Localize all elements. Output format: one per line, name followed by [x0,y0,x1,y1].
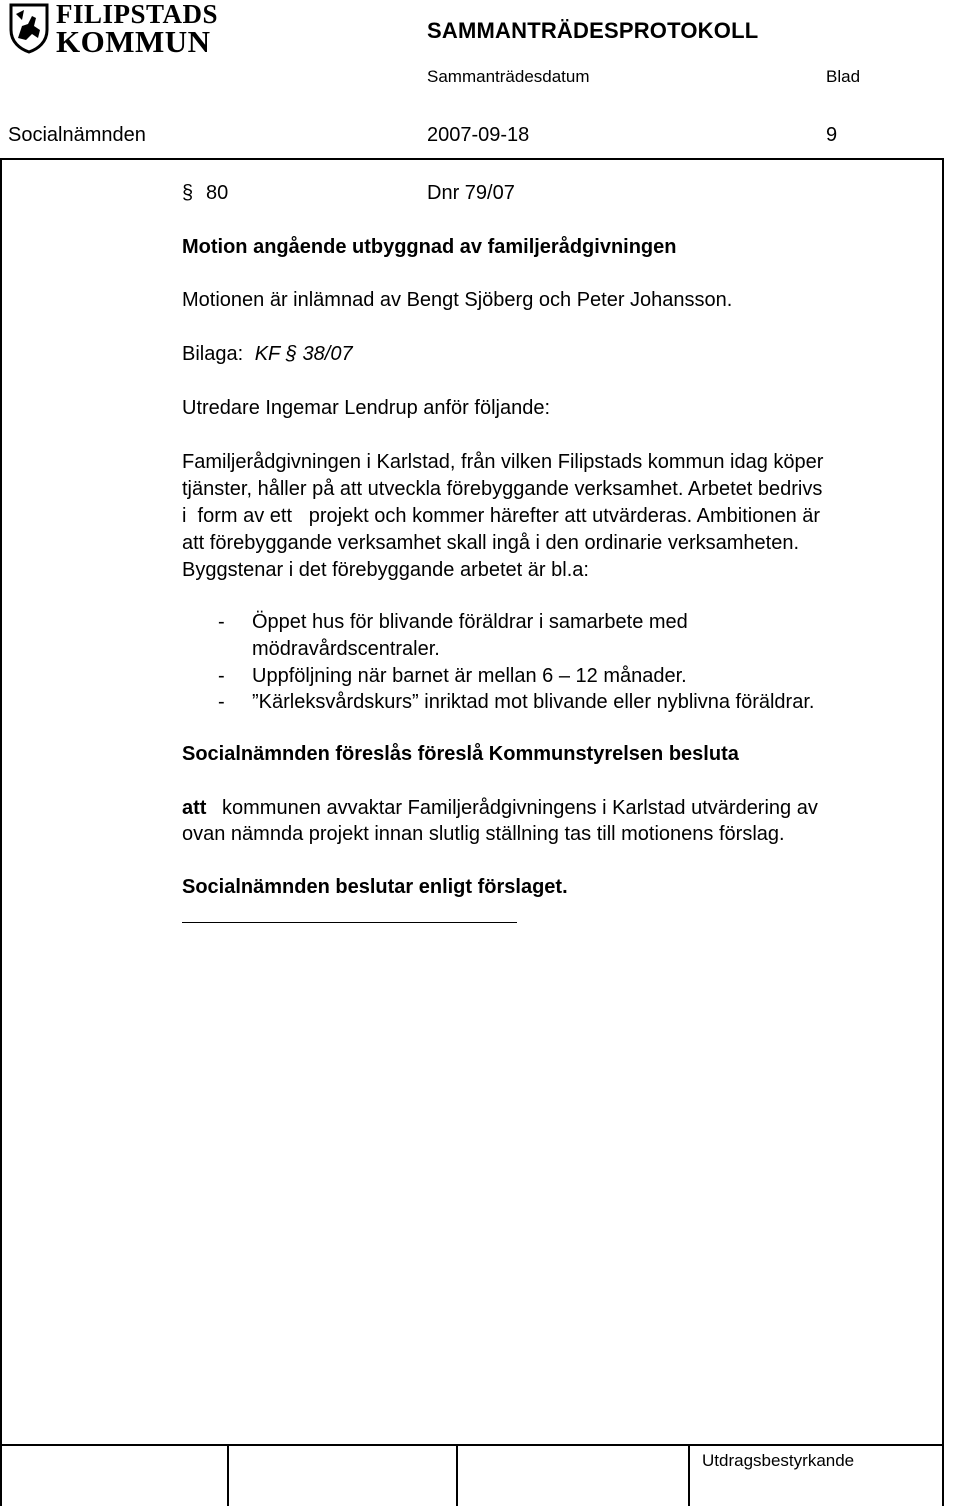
paragraph-line: i form av ett projekt och kommer härefter att utvärderas. Ambitionen är [182,505,821,527]
frame-top-rule [0,158,944,160]
bullet-text: mödravårdscentraler. [252,638,440,660]
meeting-date: 2007-09-18 [427,124,530,146]
page-label: Blad [826,67,861,86]
dnr: Dnr 79/07 [427,182,515,204]
decision-line: ovan nämnda projekt innan slutlig ställning tas till motionens förslag. [182,823,785,845]
paragraph-line: Byggstenar i det förebyggande arbetet är bl.a: [182,559,589,581]
paragraph-line: tjänster, håller på att utveckla förebyggande verksamhet. Arbetet bedrivs [182,478,823,500]
bullet-dash: - [218,665,225,687]
footer-cell-divider [688,1444,690,1506]
bullet-dash: - [218,611,225,633]
attachment-line [182,343,353,366]
decision-line: kommunen avvaktar Familjerådgivningens i Karlstad utvärdering av [222,797,818,819]
body-name: Socialnämnden [8,124,146,146]
submitted-by: Motionen är inlämnad av Bengt Sjöberg och Peter Johansson. [182,289,733,311]
section-symbol: § [182,182,194,204]
investigator-line: Utredare Ingemar Lendrup anför följande: [182,397,551,419]
logo-line-2: KOMMUN [56,24,211,59]
item-title: Motion angående utbyggnad av familjerådgivningen [182,236,677,258]
meeting-date-label: Sammanträdesdatum [427,67,590,86]
paragraph-line: Familjerådgivningen i Karlstad, från vilken Filipstads kommun idag köper [182,451,824,473]
resolution: Socialnämnden beslutar enligt förslaget. [182,876,568,898]
municipality-logo [8,0,219,59]
proposal-heading: Socialnämnden föreslås föreslå Kommunstyrelsen besluta [182,743,739,765]
item-number: 80 [206,182,229,204]
paragraph-line: att förebyggande verksamhet skall ingå i den ordinarie verksamheten. [182,532,800,554]
decision-att: att [182,797,207,819]
page-number: 9 [826,124,838,146]
protocol-title: SAMMANTRÄDESPROTOKOLL [427,18,759,43]
bullet-text: Uppföljning när barnet är mellan 6 – 12 månader. [252,665,687,687]
bullet-dash: - [218,691,225,713]
footer-rule [0,1444,944,1446]
frame-right-rule [942,159,944,1506]
attachment-ref-number: 38/07 [302,343,353,365]
footer-cell-divider [227,1444,229,1506]
attachment-label: Bilaga: [182,343,244,365]
logo-line-1: FILIPSTADS [56,0,219,29]
footer-cell-divider [456,1444,458,1506]
certification-label: Utdragsbestyrkande [702,1451,855,1470]
frame-left-rule [0,159,2,1506]
coat-of-arms-icon [8,2,50,54]
bullet-text: ”Kärleksvårdskurs” inriktad mot blivande eller nyblivna föräldrar. [252,691,815,713]
attachment-ref-prefix: KF [254,343,281,365]
end-rule [182,922,517,923]
bullet-text: Öppet hus för blivande föräldrar i samarbete med [252,611,688,633]
attachment-section-symbol: § [285,343,297,365]
